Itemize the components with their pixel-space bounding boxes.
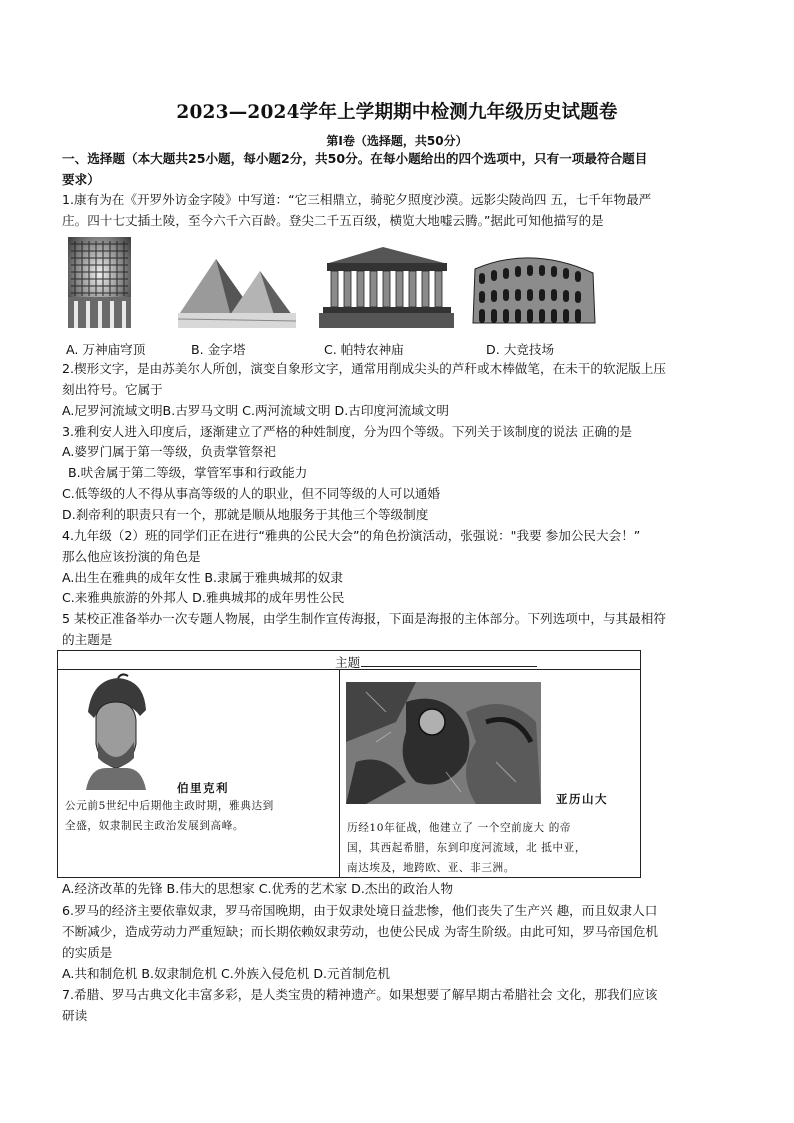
section-heading-line2: 要求） [62,172,100,187]
pantheon-dome-photo [68,237,131,328]
q4-line2: 那么他应该扮演的角色是 [62,549,201,564]
q6-line2: 不断减少，造成劳动力严重短缺；而长期依赖奴隶劳动，也使公民成 为寄生阶级。由此可知，罗马帝国危机 [62,924,658,939]
pericles-bust-photo [70,672,156,792]
q1-line2: 庄。四十七丈插土陵，至今六千六百龄。登尖二千五百级，横览大地嘘云腾。”据此可知他描写的是 [62,213,604,228]
exam-title: 2023—2024学年上学期期中检测九年级历史试题卷 [176,102,618,123]
alexander-desc-line3: 南达埃及，地跨欧、亚、非三洲。 [347,862,515,874]
q2-options: A.尼罗河流域文明B.古罗马文明 C.两河流域文明 D.古印度河流域文明 [62,403,449,418]
q1-option-a: A. 万神庙穹顶 [66,342,146,357]
q1-option-c: C. 帕特农神庙 [324,342,404,357]
pericles-name: 伯里克利 [177,781,229,795]
q3-line1: 3.雅利安人进入印度后，逐渐建立了严格的种姓制度，分为四个等级。下列关于该制度的说法 正确的是 [62,424,633,439]
q5-line2: 的主题是 [62,632,113,647]
alexander-mosaic-photo [346,682,541,804]
parthenon-photo [319,241,454,328]
q3-option-b: B.吠舍属于第二等级，掌管军事和行政能力 [68,465,308,480]
colosseum-photo [471,243,597,330]
alexander-name: 亚历山大 [556,792,608,806]
poster-divider-vertical [339,669,340,878]
q1-option-b: B. 金字塔 [191,342,246,357]
alexander-desc-line2: 国，其西起希腊，东到印度河流域，北 抵中亚， [347,842,587,854]
q3-option-a: A.婆罗门属于第一等级，负责掌管祭祀 [62,444,276,459]
q3-option-d: D.刹帝利的职责只有一个，那就是顺从地服务于其他三个等级制度 [62,507,429,522]
poster-topic-blank [361,666,537,667]
q1-line1: 1.康有为在《开罗外访金字陵》中写道：“它三相鼎立，骑驼夕照度沙漠。远影尖陵尚四 五，七千年物最严 [62,192,652,207]
pyramids-photo [178,253,296,328]
q3-option-c: C.低等级的人不得从事高等级的人的职业，但不同等级的人可以通婚 [62,486,441,501]
q7-line2: 研读 [62,1008,88,1023]
q6-line1: 6.罗马的经济主要依靠奴隶，罗马帝国晚期，由于奴隶处境日益悲惨，他们丧失了生产兴 趣，而且奴隶人口 [62,903,658,918]
q4-line1: 4.九年级（2）班的同学们正在进行“雅典的公民大会”的角色扮演活动，张强说："我要 参加公民大会！” [62,528,641,543]
q7-line1: 7.希腊、罗马古典文化丰富多彩，是人类宝贵的精神遗产。如果想要了解早期古希腊社会 文化，那我们应该 [62,987,658,1002]
q2-line1: 2.楔形文字，是由苏美尔人所创，演变自象形文字，通常用削成尖头的芦秆或木棒做笔，在未干的软泥版上压 [62,361,666,376]
poster-topic-label: 主题 [335,655,361,670]
part-subtitle: 第Ⅰ卷（选择题，共50分） [326,134,468,148]
alexander-desc-line1: 历经10年征战，他建立了 一个空前庞大 的帝 [347,822,572,834]
q1-option-d: D. 大竞技场 [486,342,555,357]
pericles-desc-line1: 公元前5世纪中后期他主政时期，雅典达到 [65,800,274,812]
q6-options: A.共和制危机 B.奴隶制危机 C.外族入侵危机 D.元首制危机 [62,966,391,981]
q5-options: A.经济改革的先锋 B.伟大的思想家 C.优秀的艺术家 D.杰出的政治人物 [62,881,453,896]
q4-options-ab: A.出生在雅典的成年女性 B.隶属于雅典城邦的奴隶 [62,570,343,585]
q5-line1: 5 某校正准备举办一次专题人物展，由学生制作宣传海报，下面是海报的主体部分。下列选项中，与其最相符 [62,611,666,626]
q2-line2: 刻出符号。它属于 [62,382,163,397]
section-heading-line1: 一、选择题（本大题共25小题，每小题2分，共50分。在每小题给出的四个选项中，只有一项最符合题目 [62,151,648,166]
q6-line3: 的实质是 [62,945,113,960]
q4-options-cd: C.来雅典旅游的外邦人 D.雅典城邦的成年男性公民 [62,590,345,605]
pericles-desc-line2: 全盛，奴隶制民主政治发展到高峰。 [65,820,245,832]
